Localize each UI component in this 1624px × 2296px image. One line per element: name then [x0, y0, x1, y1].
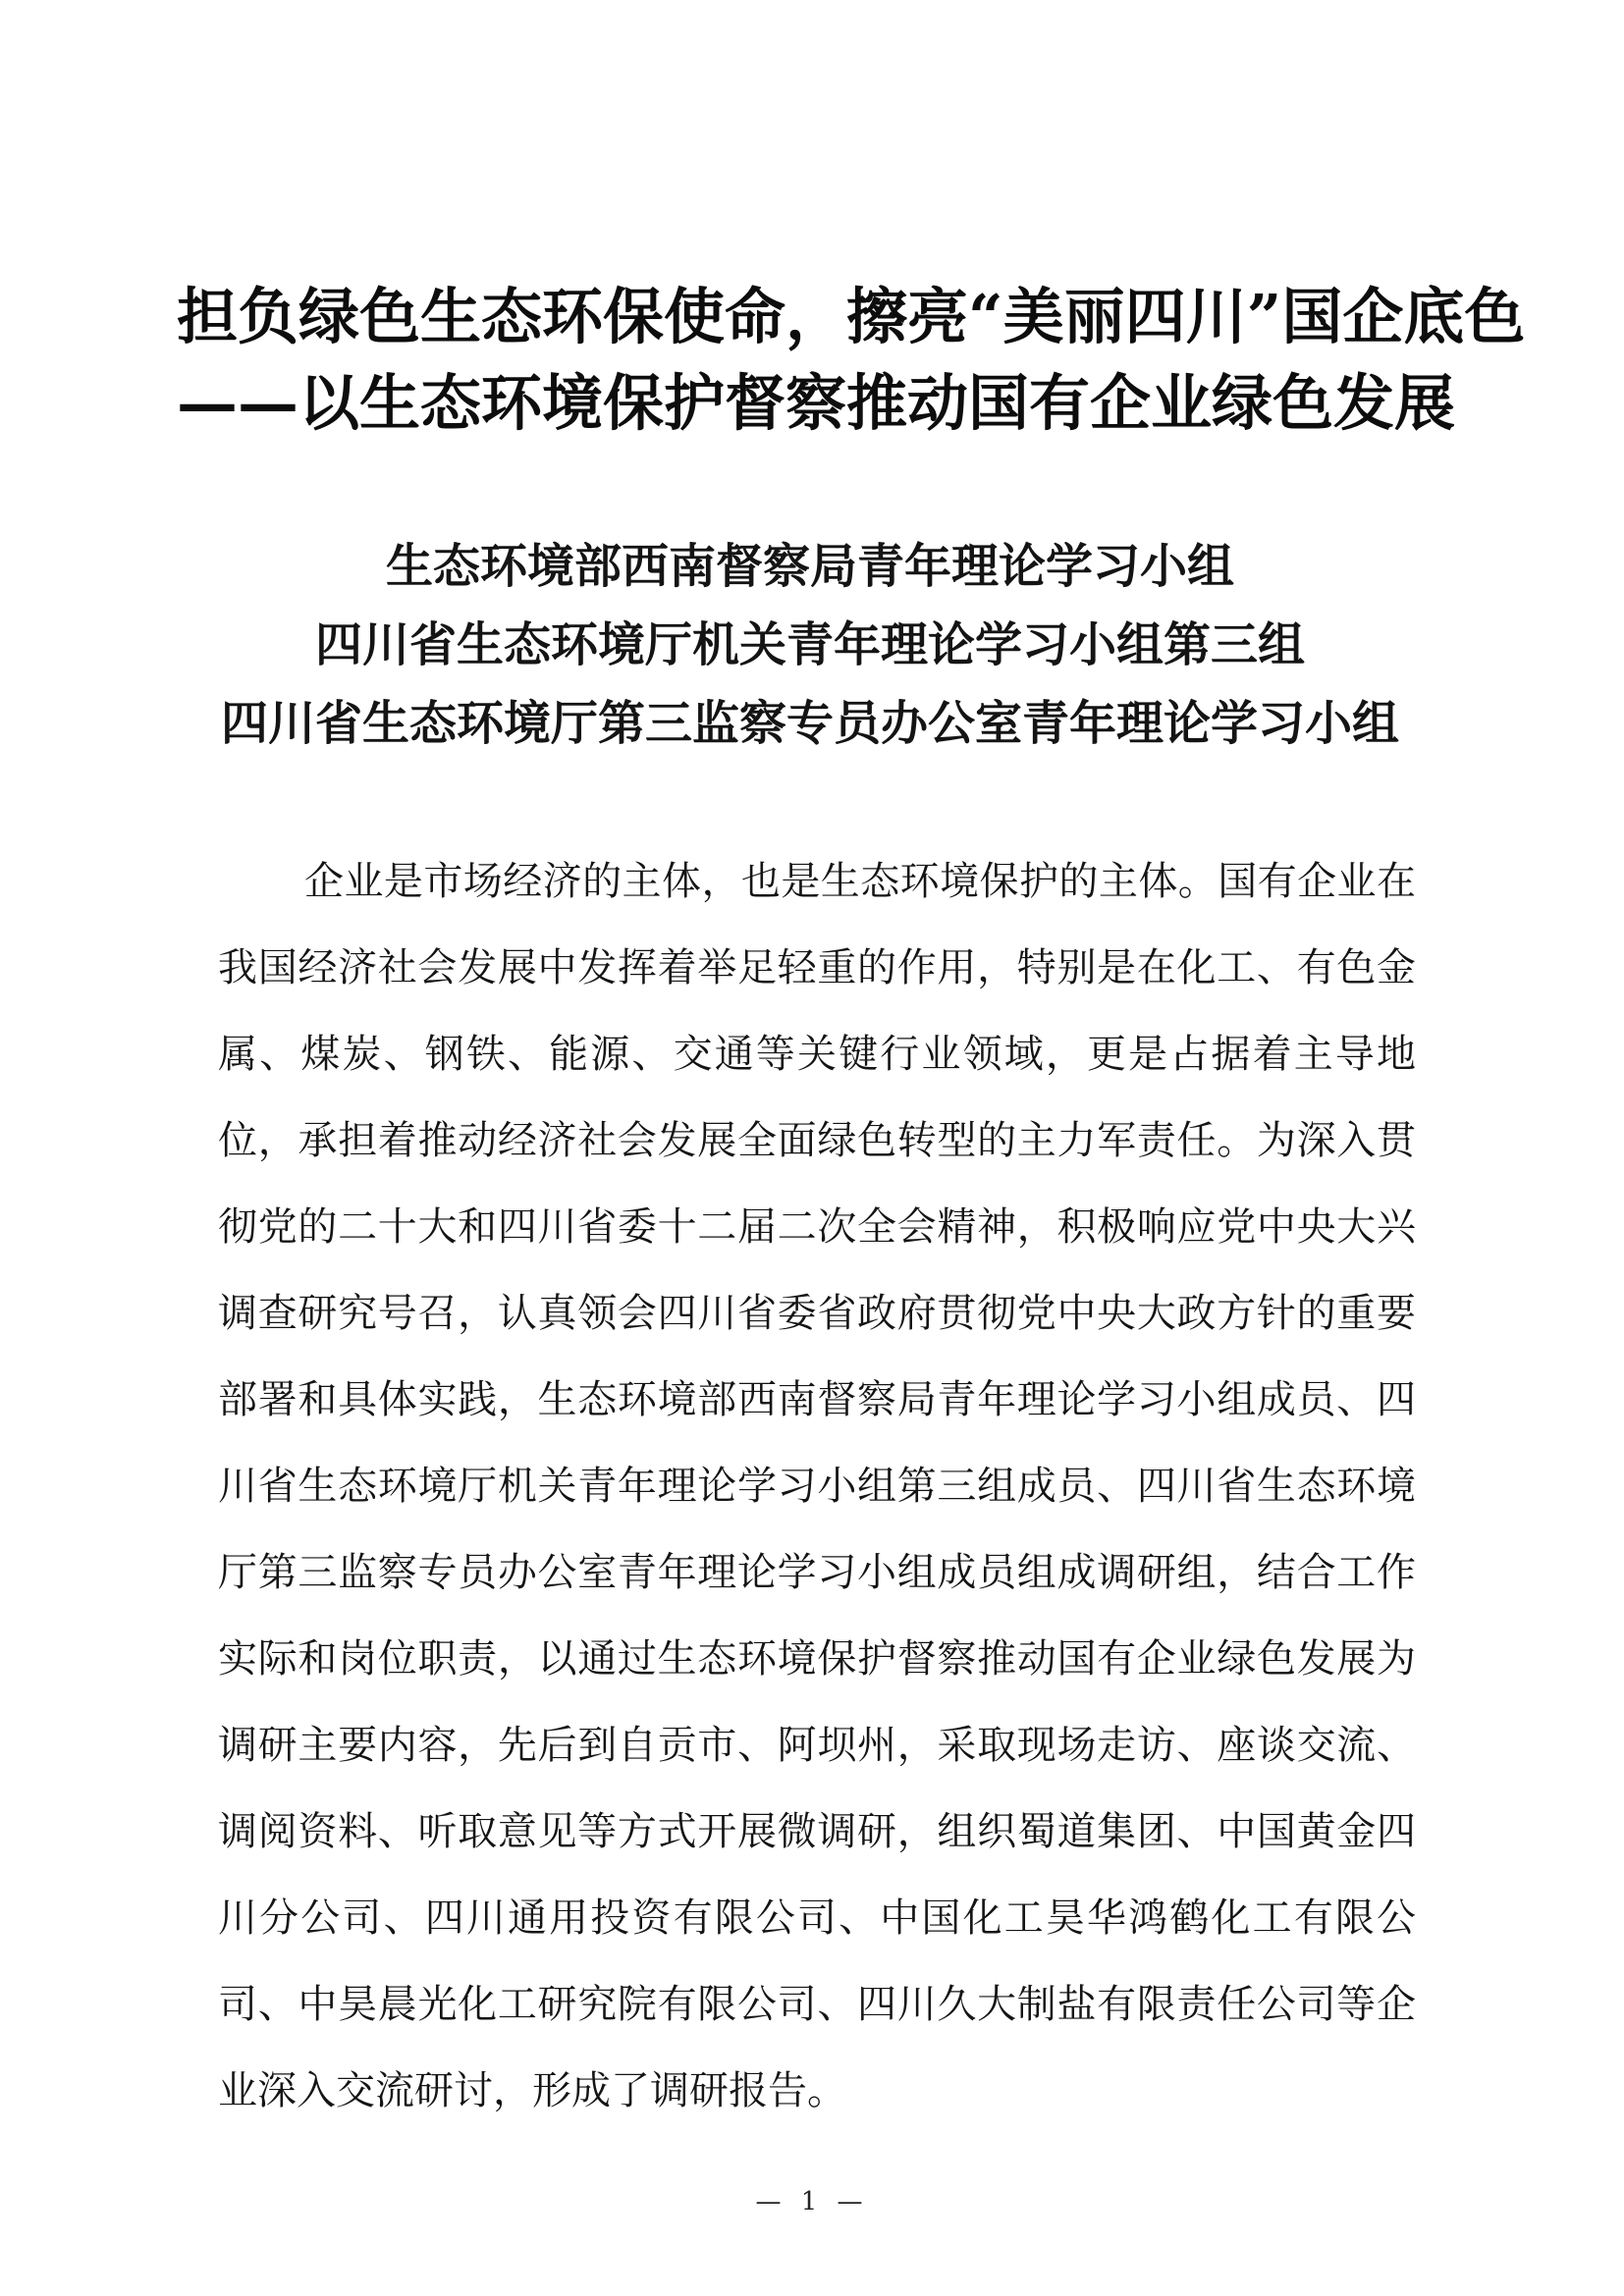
author-line: 四川省生态环境厅第三监察专员办公室青年理论学习小组: [220, 696, 1399, 751]
author-line: 四川省生态环境厅机关青年理论学习小组第三组: [314, 617, 1305, 672]
document-subtitle: ——以生态环境保护督察推动国有企业绿色发展: [177, 367, 1456, 439]
author-line: 生态环境部西南督察局青年理论学习小组: [385, 539, 1234, 594]
document-title: 担负绿色生态环保使命，擦亮“美丽四川”国企底色: [177, 281, 1526, 352]
page-number: — 1 —: [755, 2187, 869, 2216]
body-paragraph: 企业是市场经济的主体，也是生态环境保护的主体。国有企业在我国经济社会发展中发挥着举足轻重的作用，特别是在化工、有色金属、煤炭、钢铁、能源、交通等关键行业领域，更是占据着主导地位，承担着推动经济社会发展全面绿色转型的主力军责任。为深入贯彻党的二十大和四川省委十二届二次全会精神，积极响应党中央大兴调查研究号召，认真领会四川省委省政府贯彻党中央大政方针的重要部署和具体实践，生态环境部西南督察局青年理论学习小组成员、四川省生态环境厅机关青年理论学习小组第三组成员、四川省生态环境厅第三监察专员办公室青年理论学习小组成员组成调研组，结合工作实际和岗位职责，以通过生态环境保护督察推动国有企业绿色发展为调研主要内容，先后到自贡市、阿坝州，采取现场走访、座谈交流、调阅资料、听取意见等方式开展微调研，组织蜀道集团、中国黄金四川分公司、四川通用投资有限公司、中国化工昊华鸿鹤化工有限公司、中昊晨光化工研究院有限公司、四川久大制盐有限责任公司等企业深入交流研讨，形成了调研报告。: [218, 859, 1416, 2113]
author-block: [147, 527, 1473, 763]
